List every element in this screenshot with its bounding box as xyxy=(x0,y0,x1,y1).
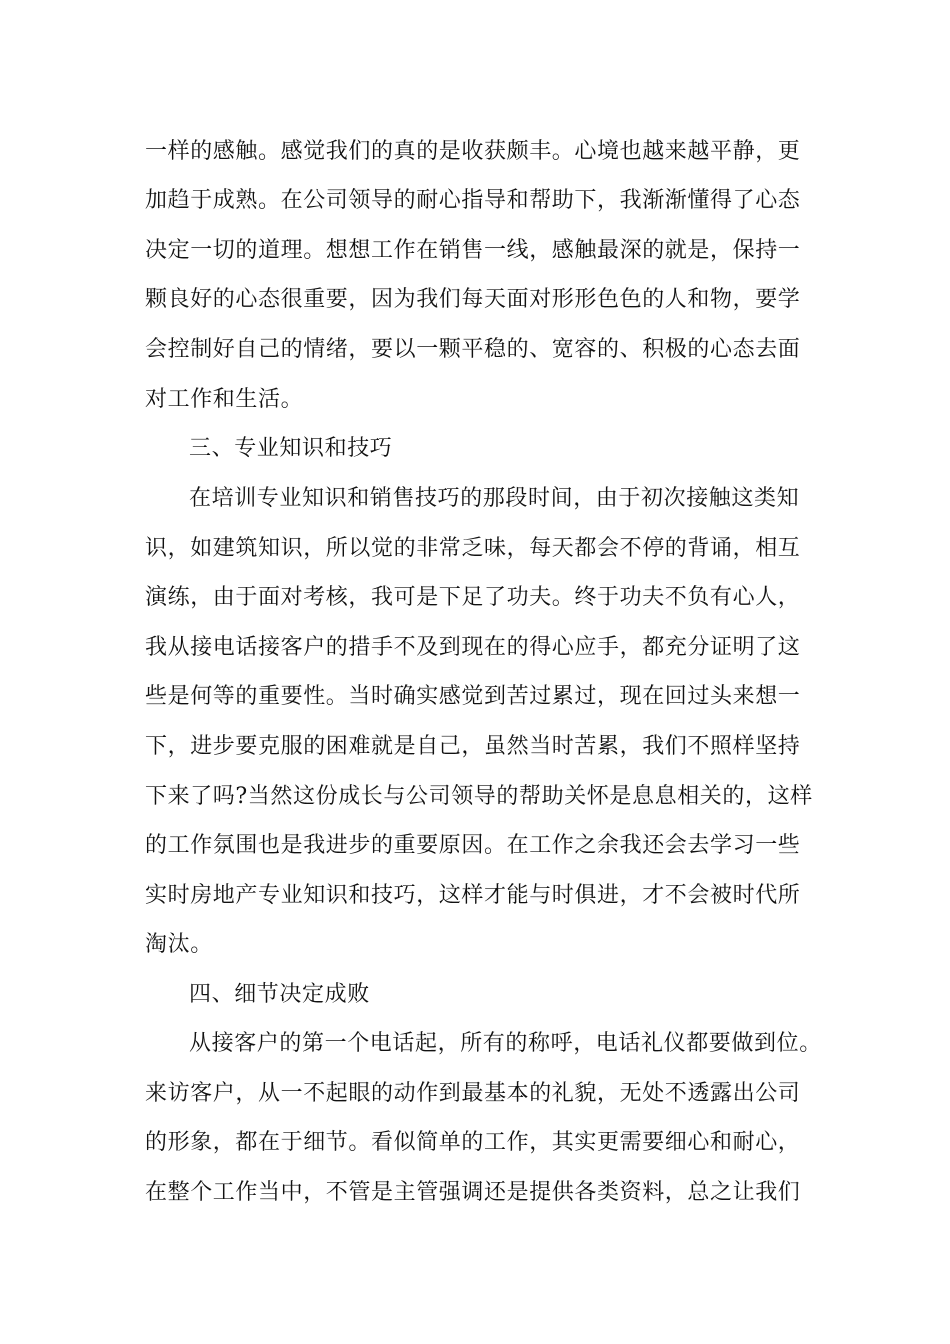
text-line: 下来了吗?当然这份成长与公司领导的帮助关怀是息息相关的，这样 xyxy=(145,784,813,809)
text-line: 的工作氛围也是我进步的重要原因。在工作之余我还会去学习一些 xyxy=(145,833,801,858)
text-line: 淘汰。 xyxy=(145,932,213,957)
text-line: 来访客户，从一不起眼的动作到最基本的礼貌，无处不透露出公司 xyxy=(145,1081,801,1106)
text-line: 识，如建筑知识，所以觉的非常乏味，每天都会不停的背诵，相互 xyxy=(145,536,801,561)
text-line: 在整个工作当中，不管是主管强调还是提供各类资料，总之让我们 xyxy=(145,1180,801,1205)
text-line: 会控制好自己的情绪，要以一颗平稳的、宽容的、积极的心态去面 xyxy=(145,337,801,362)
text-line: 我从接电话接客户的措手不及到现在的得心应手，都充分证明了这 xyxy=(145,635,801,660)
section-heading: 四、细节决定成败 xyxy=(189,982,370,1007)
text-line: 在培训专业知识和销售技巧的那段时间，由于初次接触这类知 xyxy=(189,486,800,511)
text-line: 实时房地产专业知识和技巧，这样才能与时俱进，才不会被时代所 xyxy=(145,883,801,908)
text-line: 从接客户的第一个电话起，所有的称呼，电话礼仪都要做到位。 xyxy=(189,1031,822,1056)
text-line: 演练，由于面对考核，我可是下足了功夫。终于功夫不负有心人， xyxy=(145,585,801,610)
text-line: 颗良好的心态很重要，因为我们每天面对形形色色的人和物，要学 xyxy=(145,287,801,312)
section-heading: 三、专业知识和技巧 xyxy=(189,436,393,461)
text-line: 加趋于成熟。在公司领导的耐心指导和帮助下，我渐渐懂得了心态 xyxy=(145,188,801,213)
text-line: 一样的感触。感觉我们的真的是收获颇丰。心境也越来越平静，更 xyxy=(145,139,801,164)
text-line: 下，进步要克服的困难就是自己，虽然当时苦累，我们不照样坚持 xyxy=(145,734,801,759)
text-line: 些是何等的重要性。当时确实感觉到苦过累过，现在回过头来想一 xyxy=(145,684,801,709)
text-line: 决定一切的道理。想想工作在销售一线，感触最深的就是，保持一 xyxy=(145,238,801,263)
text-line: 对工作和生活。 xyxy=(145,387,304,412)
text-line: 的形象，都在于细节。看似简单的工作，其实更需要细心和耐心， xyxy=(145,1130,801,1155)
